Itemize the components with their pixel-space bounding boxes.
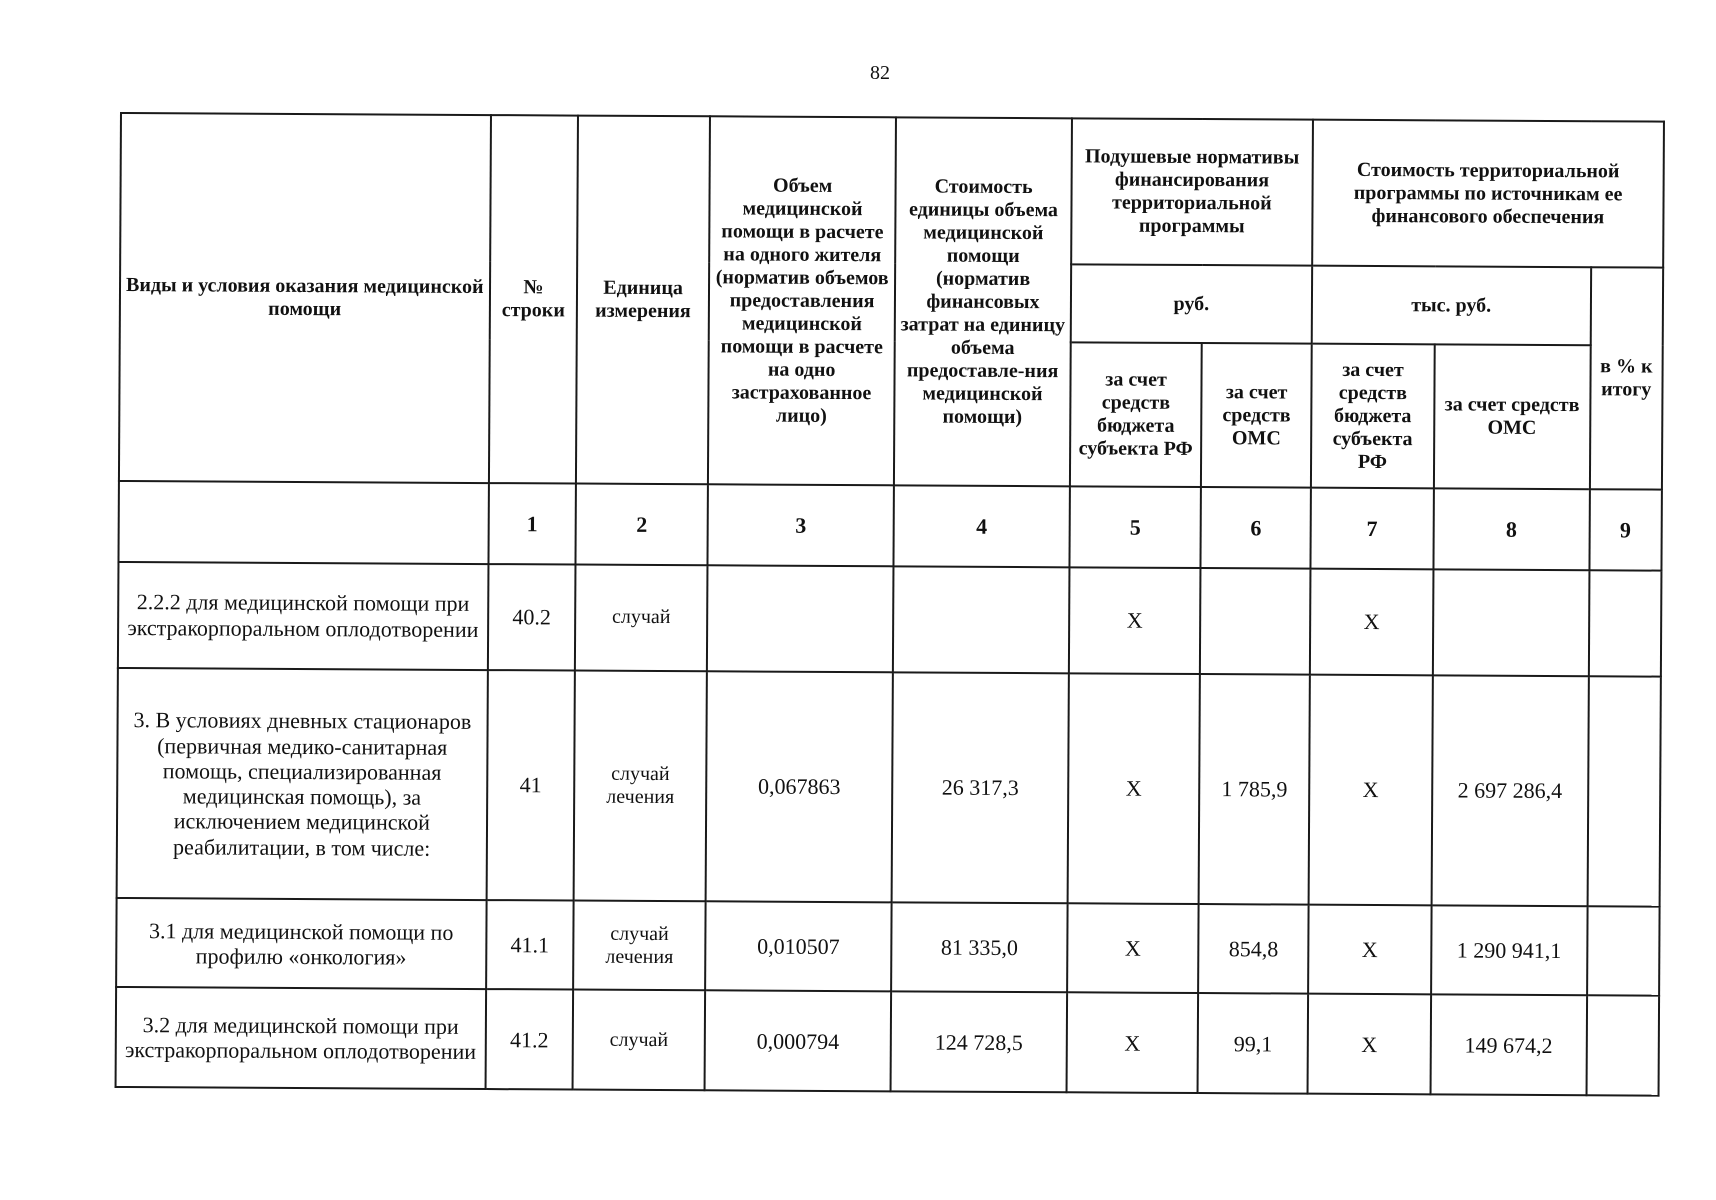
row-col8: 1 290 941,1	[1431, 906, 1587, 996]
table-row	[116, 987, 1660, 1095]
row-col7: Х	[1308, 994, 1431, 1094]
row-volume: 0,010507	[705, 902, 892, 992]
header-rub: руб.	[1070, 264, 1312, 344]
header-thous-rub: тыс. руб.	[1312, 266, 1591, 346]
header-cost: Стоимость единицы объема медицинской помощи (норматив финансовых затрат на единицу объема предоставле-ния медицинской помощи)	[894, 117, 1072, 486]
row-col9	[1587, 907, 1660, 996]
row-col6: 854,8	[1198, 905, 1308, 995]
col-num-3: 3	[707, 485, 894, 566]
column-numbers-row	[118, 481, 1661, 570]
header-types: Виды и условия оказания медицинской помощи	[119, 113, 491, 483]
col-num-1: 1	[488, 483, 576, 564]
col-num-9: 9	[1589, 490, 1662, 571]
row-name: 2.2.2 для медицинской помощи при экстракорпоральном оплодотворении	[118, 562, 488, 670]
row-unit: случай лечения	[574, 670, 707, 902]
row-name: 3.2 для медицинской помощи при экстракорпоральном оплодотворении	[116, 987, 486, 1089]
row-cost: 124 728,5	[891, 992, 1067, 1093]
header-percent: в % к итогу	[1589, 267, 1663, 490]
page-number: 82	[870, 62, 890, 84]
row-col6: 1 785,9	[1199, 674, 1310, 905]
col-num-2: 2	[576, 484, 708, 565]
row-col9	[1587, 676, 1661, 907]
row-name: 3. В условиях дневных стационаров (первичная медико-санитарная помощь, специализированная медицинская помощь), за исключением медицинской реабилитации, в том числе:	[117, 668, 488, 901]
row-col9	[1588, 570, 1661, 676]
row-col8	[1433, 569, 1589, 676]
row-name: 3.1 для медицинской помощи по профилю «онкология»	[116, 898, 486, 989]
table-row	[117, 668, 1661, 907]
row-cost	[893, 566, 1069, 673]
row-col6	[1200, 568, 1310, 674]
row-volume	[707, 565, 894, 672]
row-volume: 0,000794	[704, 991, 891, 1092]
row-col8: 2 697 286,4	[1431, 675, 1588, 907]
row-col9	[1586, 996, 1659, 1096]
col-num-4: 4	[894, 486, 1070, 567]
header-oms-6: за счет средств ОМС	[1201, 343, 1311, 488]
row-col7: Х	[1308, 905, 1431, 995]
col-num-0	[118, 481, 488, 564]
header-program-cost: Стоимость территориальной программы по источникам ее финансового обеспечения	[1312, 120, 1664, 268]
header-unit: Единица измерения	[576, 116, 710, 485]
header-per-capita: Подушевые нормативы финансирования территориальной программы	[1071, 118, 1313, 265]
row-col5: Х	[1069, 567, 1201, 674]
row-col7: Х	[1310, 568, 1433, 675]
row-unit: случай	[573, 990, 705, 1090]
row-cost: 81 335,0	[891, 903, 1067, 993]
row-line: 41.2	[485, 989, 573, 1089]
col-num-8: 8	[1433, 489, 1589, 570]
row-line: 41	[486, 670, 575, 901]
row-volume: 0,067863	[705, 671, 893, 903]
col-num-7: 7	[1310, 488, 1433, 569]
header-line-no: № строки	[488, 115, 578, 484]
col-num-5: 5	[1069, 487, 1201, 568]
row-col5: Х	[1067, 673, 1200, 905]
header-oms-8: за счет средств ОМС	[1434, 345, 1591, 490]
header-budget-rf-7: за счет средств бюджета субъекта РФ	[1311, 344, 1435, 489]
row-line: 40.2	[487, 564, 575, 670]
row-col8: 149 674,2	[1430, 995, 1586, 1095]
row-unit: случай	[575, 564, 707, 671]
header-budget-rf-5: за счет средств бюджета субъекта РФ	[1070, 343, 1202, 488]
table-row	[118, 562, 1662, 676]
row-col6: 99,1	[1198, 993, 1308, 1093]
row-col5: Х	[1066, 993, 1198, 1093]
row-cost: 26 317,3	[892, 672, 1069, 904]
row-col5: Х	[1067, 904, 1199, 994]
col-num-6: 6	[1201, 487, 1311, 568]
header-volume: Объем медицинской помощи в расчете на одного жителя (норматив объемов предоставления медицинской помощи в расчете на одно застрахованное лицо)	[708, 116, 896, 485]
financing-table	[115, 112, 1665, 1097]
row-col7: Х	[1309, 674, 1433, 905]
table-row	[116, 898, 1659, 996]
row-line: 41.1	[486, 901, 574, 990]
row-unit: случай лечения	[573, 901, 705, 991]
